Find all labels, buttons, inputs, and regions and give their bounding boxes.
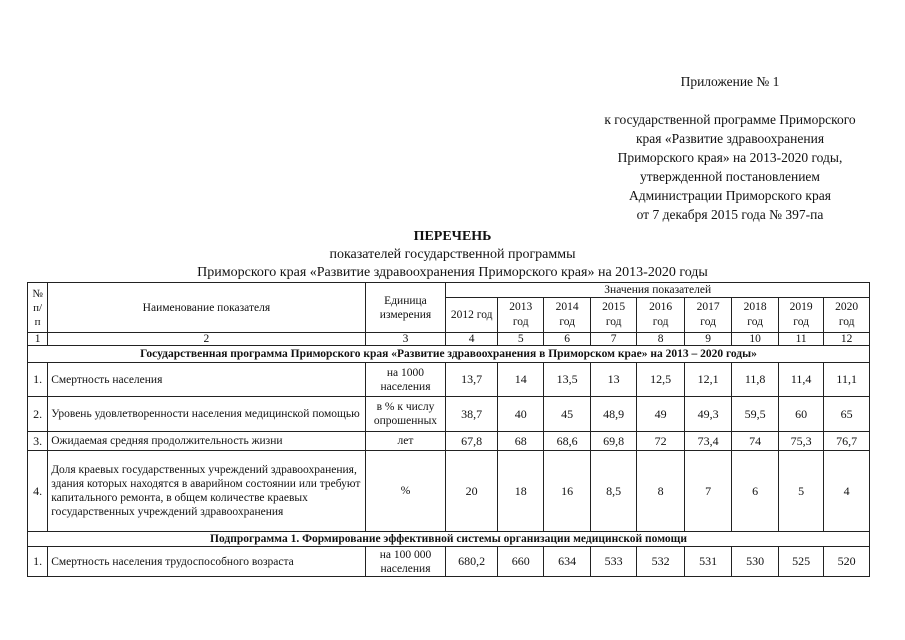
row-number: 1. [28, 547, 48, 577]
value-cell: 59,5 [732, 397, 778, 432]
column-number: 3 [365, 333, 446, 346]
value-cell: 13 [590, 363, 636, 397]
value-cell: 74 [732, 432, 778, 451]
header-values-group: Значения показателей [446, 283, 870, 298]
value-cell: 68,6 [544, 432, 590, 451]
table-row [28, 547, 870, 577]
column-number: 10 [732, 333, 778, 346]
value-cell: 533 [590, 547, 636, 577]
value-cell: 67,8 [446, 432, 498, 451]
document-heading [0, 228, 905, 282]
appendix-line: утвержденной постановлением [640, 169, 820, 184]
value-cell: 73,4 [684, 432, 732, 451]
table-row [28, 363, 870, 397]
value-cell: 8 [637, 451, 685, 532]
appendix-line: края «Развитие здравоохранения [635, 131, 825, 146]
document-subtitle-program: Приморского края «Развитие здравоохранения Приморского края» на 2013-2020 годы [197, 265, 708, 280]
header-name: Наименование показателя [48, 283, 365, 333]
header-year: 2020 год [824, 298, 870, 333]
value-cell: 49 [637, 397, 685, 432]
value-cell: 45 [544, 397, 590, 432]
value-cell: 12,1 [684, 363, 732, 397]
value-cell: 75,3 [778, 432, 823, 451]
column-number: 11 [778, 333, 823, 346]
value-cell: 72 [637, 432, 685, 451]
appendix-line: к государственной программе Приморского [604, 112, 856, 127]
header-num: № п/п [28, 283, 48, 333]
header-year: 2016 год [637, 298, 685, 333]
row-number: 3. [28, 432, 48, 451]
value-cell: 38,7 [446, 397, 498, 432]
value-cell: 11,8 [732, 363, 778, 397]
column-number: 1 [28, 333, 48, 346]
section-heading: Государственная программа Приморского края «Развитие здравоохранения в Приморском крае» на 2013 – 2020 годы» [28, 346, 870, 363]
unit-cell: % [365, 451, 446, 532]
column-number: 9 [684, 333, 732, 346]
value-cell: 13,5 [544, 363, 590, 397]
value-cell: 16 [544, 451, 590, 532]
row-number: 1. [28, 363, 48, 397]
value-cell: 20 [446, 451, 498, 532]
row-number: 4. [28, 451, 48, 532]
column-number: 4 [446, 333, 498, 346]
subprogram-heading: Подпрограмма 1. Формирование эффективной системы организации медицинской помощи [28, 532, 870, 547]
value-cell: 68 [497, 432, 543, 451]
unit-cell: на 100 000 населения [365, 547, 446, 577]
value-cell: 5 [778, 451, 823, 532]
table-row [28, 451, 870, 532]
value-cell: 40 [497, 397, 543, 432]
indicator-name: Смертность населения трудоспособного возраста [48, 547, 365, 577]
value-cell: 65 [824, 397, 870, 432]
unit-cell: на 1000 населения [365, 363, 446, 397]
header-year: 2019 год [778, 298, 823, 333]
unit-cell: в % к числу опрошенных [365, 397, 446, 432]
value-cell: 8,5 [590, 451, 636, 532]
column-number: 6 [544, 333, 590, 346]
value-cell: 525 [778, 547, 823, 577]
value-cell: 60 [778, 397, 823, 432]
header-year: 2017 год [684, 298, 732, 333]
value-cell: 11,1 [824, 363, 870, 397]
indicator-name: Доля краевых государственных учреждений здравоохранения, здания которых находятся в аварийном состоянии или требуют капитального ремонта, в общем количестве краевых государственных учреждений здравоохранения [48, 451, 365, 532]
value-cell: 11,4 [778, 363, 823, 397]
appendix-title: Приложение № 1 [680, 74, 780, 89]
column-number: 7 [590, 333, 636, 346]
indicator-name: Уровень удовлетворенности населения медицинской помощью [48, 397, 365, 432]
value-cell: 48,9 [590, 397, 636, 432]
value-cell: 14 [497, 363, 543, 397]
table-row [28, 432, 870, 451]
document-title: ПЕРЕЧЕНЬ [413, 229, 492, 244]
indicators-table [27, 282, 870, 577]
appendix-line: от 7 декабря 2015 года № 397-па [636, 207, 824, 222]
value-cell: 13,7 [446, 363, 498, 397]
value-cell: 18 [497, 451, 543, 532]
value-cell: 12,5 [637, 363, 685, 397]
appendix-line: Администрации Приморского края [629, 188, 831, 203]
column-number: 12 [824, 333, 870, 346]
header-unit: Единица измерения [365, 283, 446, 333]
value-cell: 660 [497, 547, 543, 577]
value-cell: 4 [824, 451, 870, 532]
value-cell: 532 [637, 547, 685, 577]
table-row [28, 397, 870, 432]
header-year: 2012 год [446, 298, 498, 333]
column-number: 5 [497, 333, 543, 346]
document-subtitle: показателей государственной программы [329, 247, 576, 262]
value-cell: 531 [684, 547, 732, 577]
row-number: 2. [28, 397, 48, 432]
appendix-lines [560, 110, 900, 224]
header-year: 2013 год [497, 298, 543, 333]
header-year: 2014 год [544, 298, 590, 333]
value-cell: 7 [684, 451, 732, 532]
value-cell: 530 [732, 547, 778, 577]
header-year: 2015 год [590, 298, 636, 333]
value-cell: 520 [824, 547, 870, 577]
indicator-name: Смертность населения [48, 363, 365, 397]
header-year: 2018 год [732, 298, 778, 333]
value-cell: 49,3 [684, 397, 732, 432]
column-number: 2 [48, 333, 365, 346]
indicator-name: Ожидаемая средняя продолжительность жизни [48, 432, 365, 451]
value-cell: 6 [732, 451, 778, 532]
appendix-line: Приморского края» на 2013-2020 годы, [617, 150, 843, 165]
value-cell: 76,7 [824, 432, 870, 451]
value-cell: 634 [544, 547, 590, 577]
value-cell: 680,2 [446, 547, 498, 577]
unit-cell: лет [365, 432, 446, 451]
column-number: 8 [637, 333, 685, 346]
value-cell: 69,8 [590, 432, 636, 451]
